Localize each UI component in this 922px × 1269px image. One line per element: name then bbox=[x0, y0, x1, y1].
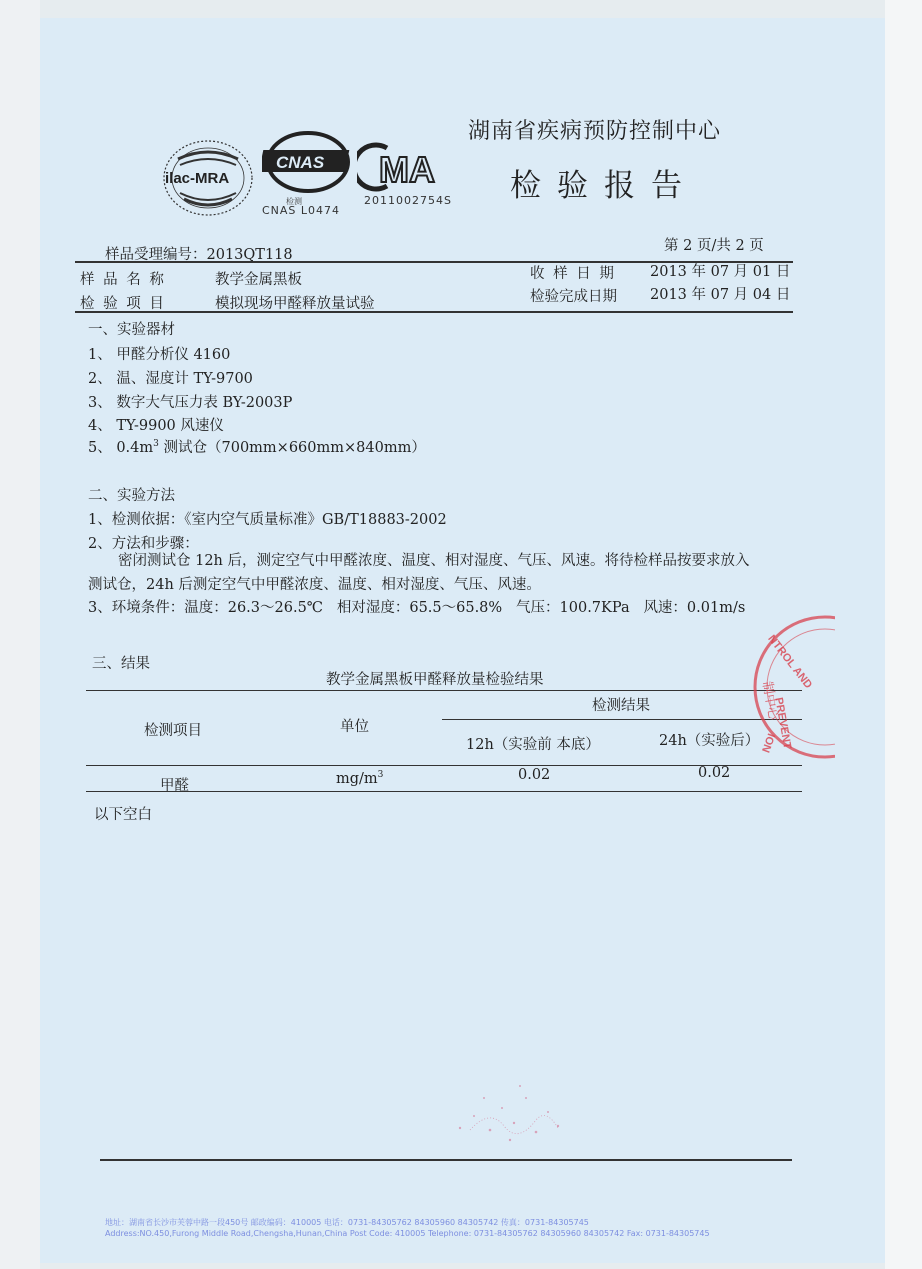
table-caption: 教学金属黑板甲醛释放量检验结果 bbox=[326, 672, 544, 688]
method-steps-line1: 密闭测试仓 12h 后，测定空气中甲醛浓度、温度、相对湿度、气压、风速。将待检样品按要求放入 bbox=[118, 553, 750, 569]
equipment-item: 3、 数字大气压力表 BY-2003P bbox=[88, 395, 293, 411]
section3-title: 三、结果 bbox=[92, 656, 150, 672]
page-info: 第 2 页/共 2 页 bbox=[664, 238, 764, 254]
scan-margin-left bbox=[0, 0, 40, 1269]
signature-mark bbox=[440, 1068, 580, 1162]
row-item: 甲醛 bbox=[160, 778, 189, 794]
receive-date-label: 收 样 日 期 bbox=[530, 266, 616, 282]
footer-rule bbox=[100, 1159, 792, 1161]
cma-logo bbox=[357, 142, 449, 196]
complete-date-label: 检验完成日期 bbox=[530, 289, 617, 305]
equipment-item: 4、 TY-9900 风速仪 bbox=[88, 418, 224, 434]
rule-header-bottom bbox=[75, 311, 793, 313]
report-title: 检验报告 bbox=[510, 168, 698, 204]
table-rule-bottom bbox=[86, 791, 802, 792]
stamp-text-4: 制中心 bbox=[758, 680, 781, 722]
col-header-item: 检测项目 bbox=[144, 723, 202, 739]
row-12h-value: 0.02 bbox=[518, 767, 551, 783]
row-24h-value: 0.02 bbox=[698, 765, 731, 781]
col-header-result: 检测结果 bbox=[592, 698, 650, 714]
footer-address-en: Address:NO.450,Furong Middle Road,Chengsha,Hunan,China Post Code: 410005 Telephone: 0731-84305762 84305960 84305742 Fax: 0731-84305745 bbox=[105, 1229, 710, 1238]
stamp-text-1: NTROL AND bbox=[765, 633, 815, 691]
blank-note: 以下空白 bbox=[94, 807, 152, 823]
test-item-label: 检 验 项 目 bbox=[80, 296, 166, 312]
organization-name: 湖南省疾病预防控制中心 bbox=[468, 119, 722, 144]
stamp-text-3: ION bbox=[758, 731, 777, 755]
method-steps-title: 2、方法和步骤： bbox=[88, 536, 199, 552]
col-header-unit: 单位 bbox=[340, 719, 369, 735]
footer-address-cn: 地址：湖南省长沙市芙蓉中路一段450号 邮政编码：410005 电话：0731-84305762 84305960 84305742 传真：0731-84305745 bbox=[105, 1218, 589, 1227]
cnas-number: CNAS L0474 bbox=[262, 204, 341, 217]
accept-number-value: 2013QT118 bbox=[206, 247, 293, 263]
ilac-logo-text: ilac-MRA bbox=[165, 170, 230, 187]
method-steps-line2: 测试仓，24h 后测定空气中甲醛浓度、温度、相对湿度、气压、风速。 bbox=[88, 577, 541, 593]
cnas-jiance-label: 检测 bbox=[286, 197, 302, 206]
official-stamp bbox=[745, 612, 835, 762]
scan-margin-right bbox=[885, 0, 922, 1269]
cnas-logo-text: CNAS bbox=[276, 153, 325, 172]
section2-title: 二、实验方法 bbox=[88, 488, 175, 504]
receive-date-value: 2013 年 07 月 01 日 bbox=[650, 264, 791, 280]
stamp-text-2: PREVENT bbox=[772, 696, 794, 750]
equipment-item-5: 5、 $0.4m^3$ 测试仓（700mm×660mm×840mm） bbox=[88, 439, 426, 456]
section1-title: 一、实验器材 bbox=[88, 322, 175, 338]
equipment-item: 2、 温、湿度计 TY-9700 bbox=[88, 371, 253, 387]
cma-number: 2011002754S bbox=[364, 194, 452, 207]
environment-conditions: 3、环境条件：温度：26.3～26.5℃ 相对湿度：65.5～65.8% 气压：100.7KPa 风速：0.01m/s bbox=[88, 600, 746, 616]
sample-name-label: 样 品 名 称 bbox=[80, 272, 166, 288]
col-header-12h: 12h（实验前 本底） bbox=[466, 737, 600, 753]
ilac-mra-logo bbox=[160, 137, 256, 223]
equipment-item: 1、 甲醛分析仪 4160 bbox=[88, 347, 231, 363]
cnas-logo bbox=[262, 128, 358, 202]
col-header-24h: 24h（实验后） bbox=[659, 733, 760, 749]
row-unit: $mg/m^3$ bbox=[336, 770, 384, 787]
accept-number-label: 样品受理编号： bbox=[105, 247, 207, 263]
test-item-value: 模拟现场甲醛释放量试验 bbox=[215, 296, 375, 312]
sample-name-value: 教学金属黑板 bbox=[215, 272, 302, 288]
table-rule-mid bbox=[86, 765, 802, 766]
test-basis: 1、检测依据：《室内空气质量标准》GB/T18883-2002 bbox=[88, 512, 447, 528]
cma-logo-text: MA bbox=[379, 149, 435, 190]
complete-date-value: 2013 年 07 月 04 日 bbox=[650, 287, 791, 303]
table-rule-top bbox=[86, 690, 802, 691]
